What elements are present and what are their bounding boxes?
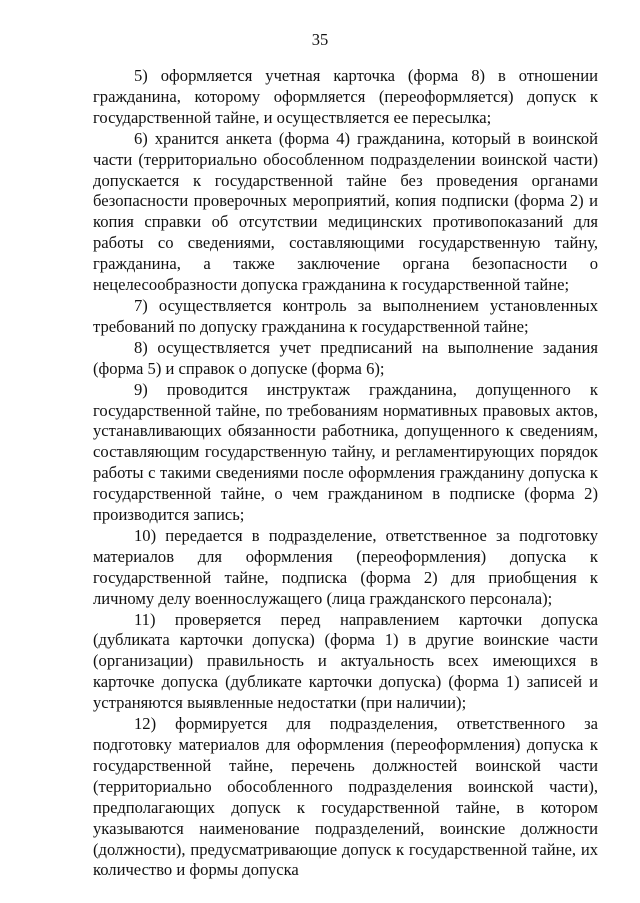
paragraph-item-9: 9) проводится инструктаж гражданина, допущенного к государственной тайне, по требованиям нормативных правовых актов, устанавливающих обязанности работника, допущенного к сведениям, составляющим государственную тайну, и регламентирующих порядок работы с такими сведениями после оформления гражданину допуска к государственной тайне, о чем гражданином в подписке (форма 2) производится запись; bbox=[93, 379, 598, 525]
paragraph-item-12: 12) формируется для подразделения, ответственного за подготовку материалов для оформления (переоформления) допуска к государственной тайне, перечень должностей воинской части (территориально обособленного подразделения воинской части), предполагающих допуск к государственной тайне, в котором указываются наименование подразделений, воинские должности (должности), предусматривающие допуск к государственной тайне, их количество и формы допуска bbox=[93, 714, 598, 880]
paragraph-item-10: 10) передается в подразделение, ответственное за подготовку материалов для оформления (переоформления) допуска к государственной тайне, подписка (форма 2) для приобщения к личному делу военнослужащего (лица гражданского персонала); bbox=[93, 525, 598, 608]
paragraph-item-11: 11) проверяется перед направлением карточки допуска (дубликата карточки допуска) (форма 1) в другие воинские части (организации) правильность и актуальность всех имеющихся в карточке допуска (дубликате карточки допуска) (форма 1) записей и устраняются выявленные недостатки (при наличии); bbox=[93, 609, 598, 713]
paragraph-item-5: 5) оформляется учетная карточка (форма 8) в отношении гражданина, которому оформляется (переоформляется) допуск к государственной тайне, и осуществляется ее пересылка; bbox=[93, 66, 598, 127]
paragraph-item-6: 6) хранится анкета (форма 4) гражданина, который в воинской части (территориально обособленном подразделении воинской части) допускается к государственной тайне без проведения органами безопасности проверочных мероприятий, копия подписки (форма 2) и копия справки об отсутствии медицинских противопоказаний для работы со сведениями, составляющими государственную тайну, гражданина, а также заключение органа безопасности о нецелесообразности допуска гражданина к государственной тайне; bbox=[93, 128, 598, 295]
page-number: 35 bbox=[311, 30, 329, 49]
document-body bbox=[93, 66, 598, 881]
paragraph-item-8: 8) осуществляется учет предписаний на выполнение задания (форма 5) и справок о допуске (форма 6); bbox=[93, 337, 598, 378]
paragraph-item-7: 7) осуществляется контроль за выполнением установленных требований по допуску гражданина к государственной тайне; bbox=[93, 295, 598, 336]
